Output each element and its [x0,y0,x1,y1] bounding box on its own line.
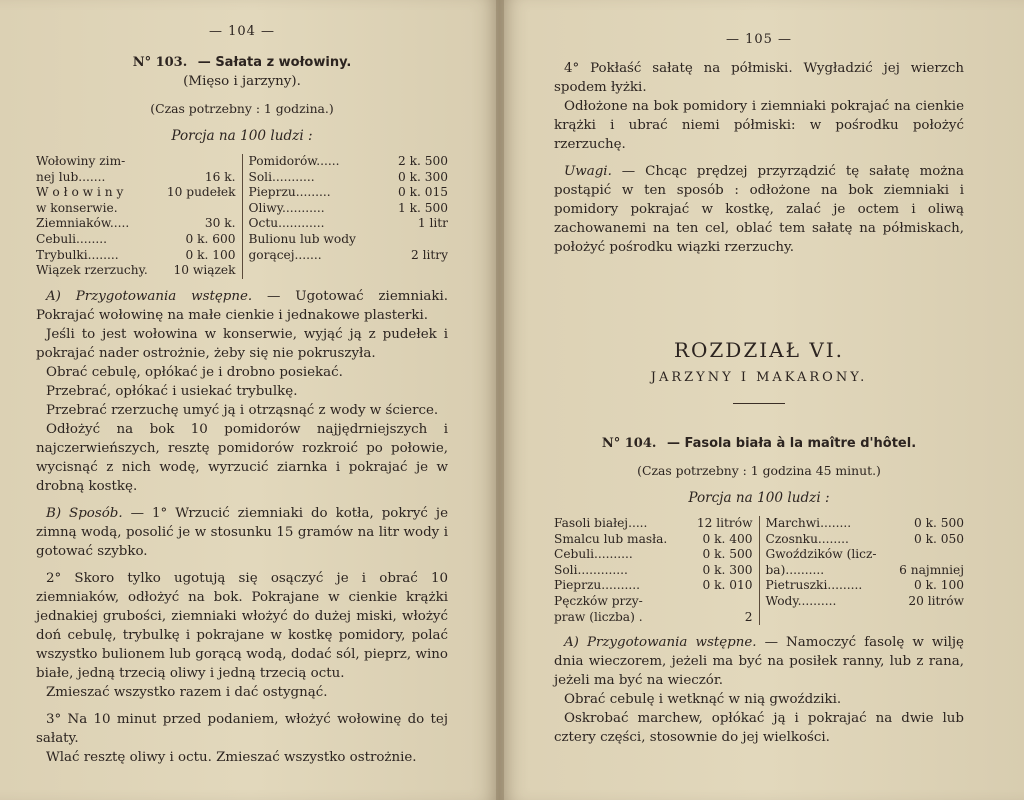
text-line: Obrać cebulę i wetknąć w nią gwoździki. [564,692,842,708]
ingredient-name: Pęczków przy- [554,593,643,608]
ingredient-name: Pietruszki......... [765,578,863,593]
ingredient-row [554,594,753,610]
text-line: Przebrać, opłókać i usiekać trybulkę. [46,383,298,399]
chapter-subtitle: JARZYNY I MAKARONY. [650,370,868,385]
ingredient-quantity: 20 litrów [908,593,964,608]
ingredient-quantity: 0 k. 010 [702,578,753,593]
portion-heading: Porcja na 100 ludzi : [171,128,313,144]
text-line: Jeśli to jest wołowina w konserwie, wyjąć ją z pudełek i pokrajać nader ostrożnie, żeby się nie pokruszyła. [36,326,448,361]
step-3: 3° Na 10 minut przed podaniem, włożyć wołowinę do tej sałaty. [36,711,448,746]
section-a-label: A) Przygotowania wstępne. [564,635,757,651]
ingredients-table [554,516,964,625]
recipe-name: — Sałata z wołowiny. [197,55,352,70]
ingredient-row [766,594,965,610]
ingredient-quantity: 10 pudełek [166,185,236,200]
ingredient-name: Wody.......... [765,593,837,608]
ingredient-quantity: 10 wiązek [173,263,236,278]
ingredient-row [766,547,965,563]
portion-heading: Porcja na 100 ludzi : [688,490,830,506]
ingredient-name: Cebuli.......... [554,547,633,562]
step-4: 4° Pokłaść sałatę na półmiski. Wygładzić jej wierzch spodem łyżki. [554,61,964,95]
notes-paragraph [554,162,964,257]
chapter-title: ROZDZIAŁ VI. [673,338,845,362]
ingredient-quantity: 0 k. 015 [397,185,448,200]
section-a-text: — Ugotować ziemniaki. Pokrajać wołowinę na małe cienkie i jednakowe plasterki. [36,288,448,323]
ingredient-quantity: 0 k. 500 [702,547,753,562]
recipe-title [554,434,964,453]
page-number: — 105 — [725,32,793,47]
section-b-paragraph [36,504,448,561]
ingredient-quantity: 1 litr [417,216,448,231]
ingredient-name: w konserwie. [36,200,118,215]
ingredient-row [36,154,236,170]
ingredient-quantity: 0 k. 500 [913,516,964,530]
ingredient-name: Soli............. [554,562,628,577]
ingredient-row [766,563,965,579]
section-a-paragraph [554,633,964,690]
left-page [0,0,500,800]
ingredient-quantity: 1 k. 500 [397,200,448,215]
ingredient-row [766,578,965,594]
section-b-label: B) Sposób. [46,505,123,521]
ingredient-row [249,201,449,217]
ingredient-row [36,232,236,248]
ingredient-name: Pieprzu......... [248,185,331,200]
ingredient-name: Smalcu lub masła. [554,531,668,546]
recipe-number: N° 104. [601,436,657,451]
ingredient-name: Trybulki........ [36,247,119,262]
ingredient-name: Ziemniaków..... [36,216,130,231]
ingredient-row [36,248,236,264]
ingredient-row [554,516,753,532]
ingredients-column-left [36,154,236,279]
ingredient-quantity: 0 k. 050 [913,531,964,546]
step-2b: Zmieszać wszystko razem i dać ostygnąć. [46,684,328,700]
recipe-number: N° 103. [132,55,188,70]
recipe-title [36,53,448,72]
prep-time: (Czas potrzebny : 1 godzina 45 minut.) [637,463,881,478]
ingredient-quantity: 2 k. 500 [397,154,448,168]
ingredient-name: Fasoli białej..... [554,516,648,530]
ingredient-name: Octu............ [248,216,325,231]
chapter-divider [733,403,785,404]
section-a-lines [36,325,448,496]
ingredient-quantity: 0 k. 100 [913,578,964,593]
ingredient-name: Soli........... [248,169,315,184]
prep-time: (Czas potrzebny : 1 godzina.) [150,101,334,116]
notes-text: — Chcąc prędzej przyrządzić tę sałatę można postąpić w ten sposób : odłożone na bok ziemniaki i pomidory pokrajać w kostkę, zalać je octem i oliwą zachowanemi na ten cel, oblać tem sałatę na półmiskach, położyć pośrodku wiązki rzerzuchy. [554,164,964,255]
ingredient-name: W o ł o w i n y [36,185,124,200]
text-line: Przebrać rzerzuchę umyć ją i otrząsnąć z wody w ścierce. [46,402,439,418]
ingredient-row [554,532,753,548]
ingredient-row [766,516,965,532]
ingredient-name: Czosnku........ [765,531,849,546]
ingredients-column-left [554,516,753,625]
ingredient-row [36,170,236,186]
section-a-lines [554,690,964,747]
text-line: Odłożyć na bok 10 pomidorów najjędrniejszych i najczerwieńszych, resztę pomidorów rozkroić po połowie, wycisnąć z nich wodę, wyrzucić ziarnka i pokrajać je w drobną kostkę. [36,421,448,494]
ingredient-row [554,578,753,594]
ingredient-quantity: 2 [744,609,753,624]
ingredient-quantity: 0 k. 100 [185,247,236,262]
ingredient-quantity: 0 k. 400 [702,531,753,546]
text-line: Obrać cebulę, opłókać je i drobno posiekać. [46,364,343,380]
ingredient-name: nej lub....... [36,169,106,184]
ingredient-quantity: 2 litry [410,247,448,262]
ingredient-row [249,185,449,201]
ingredient-name: gorącej....... [248,247,322,262]
ingredient-name: Gwoździków (licz- [765,547,877,562]
ingredient-quantity: 6 najmniej [899,562,964,577]
ingredient-name: Cebuli........ [36,231,107,246]
ingredient-row [554,547,753,563]
ingredient-name: Wiązek rzerzuchy. [36,263,148,278]
ingredient-quantity: 0 k. 600 [185,231,236,246]
ingredient-row [249,248,449,264]
ingredient-quantity: 16 k. [204,169,236,184]
ingredient-name: Bulionu lub wody [248,231,356,246]
ingredient-row [554,563,753,579]
ingredients-column-right [242,154,449,279]
ingredient-quantity: 0 k. 300 [702,562,753,577]
ingredient-row [249,216,449,232]
ingredient-row [249,232,449,248]
step-3b: Wlać resztę oliwy i octu. Zmieszać wszystko ostrożnie. [46,749,417,765]
ingredient-name: Pieprzu.......... [554,578,640,593]
ingredient-quantity: 0 k. 300 [397,169,448,184]
ingredient-quantity: 12 litrów [696,516,753,530]
step-2: 2° Skoro tylko ugotują się osączyć je i obrać 10 ziemniaków, odłożyć na bok. Pokrajane w cienkie krążki jednakiej grubości, ziemniaki włożyć do dużej miski, włożyć doń cebulę, trybulkę i pokrajane w kostkę pomidory, polać wszystko bulionem lub gorącą wodą, dodać sól, pieprz, wino białe, jedną trzecią oliwy i jedną trzecią octu. [36,570,448,681]
step-4b: Odłożone na bok pomidory i ziemniaki pokrajać na cienkie krążki i ubrać niemi półmiski: w pośrodku położyć rzerzuchę. [554,99,964,152]
ingredient-row [249,170,449,186]
recipe-name: — Fasola biała à la maître d'hôtel. [666,436,917,451]
ingredients-column-right [759,516,965,625]
ingredient-row [554,610,753,626]
ingredient-row [36,216,236,232]
right-page [500,0,1024,800]
ingredients-table [36,154,448,279]
text-line: Oskrobać marchew, opłókać ją i pokrajać na dwie lub cztery części, stosownie do jej wielkości. [554,711,964,746]
section-b-text: — 1° Wrzucić ziemniaki do kotła, pokryć je zimną wodą, posolić je w stosunku 15 gramów na litr wody i gotować szybko. [36,505,448,559]
section-a-text: — Namoczyć fasolę w wilję dnia wieczorem, jeżeli ma być na posiłek ranny, lub z rana, jeżeli ma być na wieczór. [554,635,964,689]
ingredient-name: ba).......... [765,562,825,577]
ingredient-row [36,185,236,201]
ingredient-row [36,263,236,279]
ingredient-name: praw (liczba) . [554,609,643,624]
ingredient-row [249,154,449,170]
ingredient-quantity: 30 k. [204,216,236,231]
ingredient-name: Oliwy........... [248,200,325,215]
book-gutter [496,0,504,800]
notes-label: Uwagi. [564,164,612,179]
recipe-subtitle: (Mięso i jarzyny). [183,74,301,89]
ingredient-row [36,201,236,217]
ingredient-row [766,532,965,548]
ingredient-name: Wołowiny zim- [36,154,126,168]
section-a-label: A) Przygotowania wstępne. [46,288,253,304]
ingredient-name: Marchwi........ [765,516,852,530]
section-a-paragraph [36,287,448,325]
ingredient-name: Pomidorów...... [248,154,340,168]
page-number: — 104 — [208,24,276,39]
